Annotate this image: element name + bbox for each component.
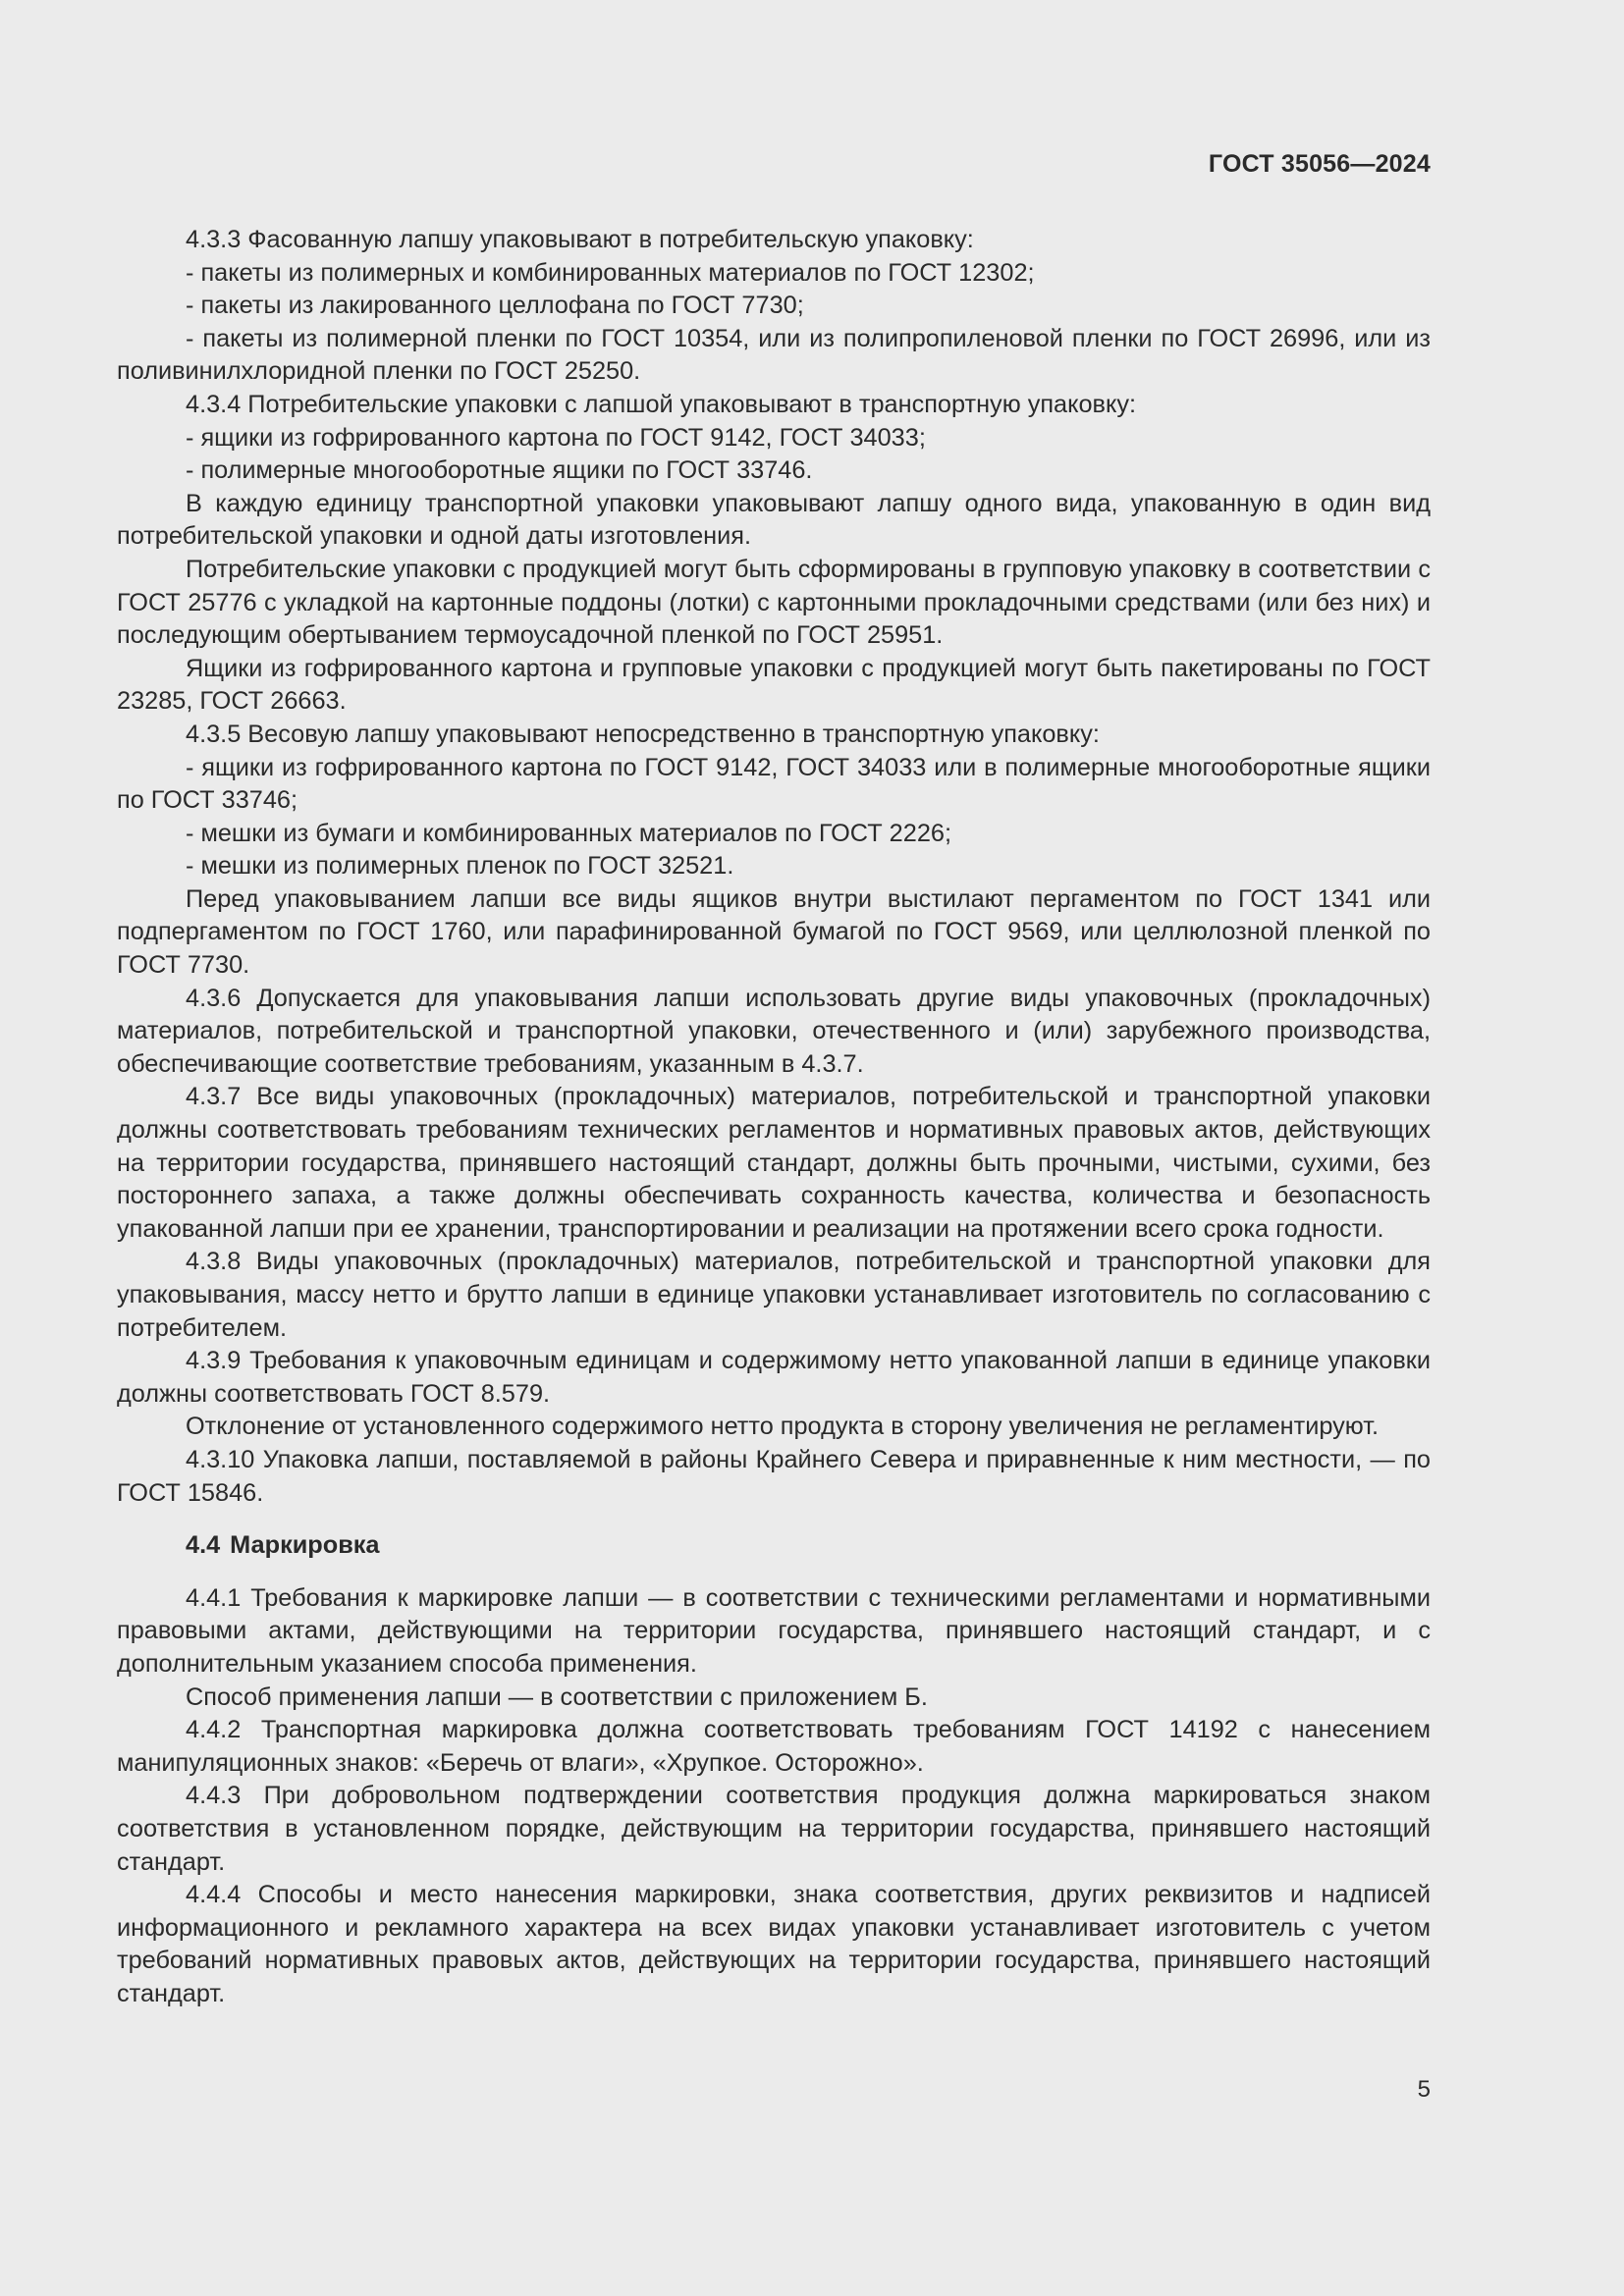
- paragraph-4-3-3: 4.3.3 Фасованную лапшу упаковывают в потребительскую упаковку:: [186, 226, 974, 253]
- paragraph: Отклонение от установленного содержимого нетто продукта в сторону увеличения не регламентируют.: [186, 1413, 1380, 1441]
- paragraph-4-4-2: 4.4.2 Транспортная маркировка должна соответствовать требованиям ГОСТ 14192 с нанесением манипуляционных знаков: «Беречь от влаги», «Хрупкое. Осторожно».: [117, 1716, 1431, 1777]
- list-item: - мешки из бумаги и комбинированных материалов по ГОСТ 2226;: [186, 819, 951, 847]
- paragraph-4-3-5: 4.3.5 Весовую лапшу упаковывают непосредственно в транспортную упаковку:: [186, 720, 1100, 748]
- paragraph-4-4-1: 4.4.1 Требования к маркировке лапши — в соответствии с техническими регламентами и нормативными правовыми актами, действующими на территории государства, принявшего настоящий стандарт, и с дополнительным указанием способа применения.: [117, 1583, 1431, 1678]
- paragraph-4-3-8: 4.3.8 Виды упаковочных (прокладочных) материалов, потребительской и транспортной упаковки для упаковывания, массу нетто и брутто лапши в единице упаковки устанавливает изготовитель по согласованию с потребителем.: [117, 1248, 1431, 1342]
- list-item: - мешки из полимерных пленок по ГОСТ 32521.: [186, 852, 734, 881]
- list-item: - пакеты из лакированного целлофана по ГОСТ 7730;: [186, 292, 804, 320]
- list-item: - полимерные многооборотные ящики по ГОСТ 33746.: [186, 456, 813, 485]
- list-item: - ящики из гофрированного картона по ГОСТ 9142, ГОСТ 34033 или в полимерные многооборотные ящики по ГОСТ 33746;: [117, 753, 1431, 815]
- paragraph-4-3-4: 4.3.4 Потребительские упаковки с лапшой упаковывают в транспортную упаковку:: [186, 390, 1137, 418]
- list-item: - пакеты из полимерных и комбинированных материалов по ГОСТ 12302;: [186, 258, 1035, 287]
- paragraph: Потребительские упаковки с продукцией могут быть сформированы в групповую упаковку в соответствии с ГОСТ 25776 с укладкой на картонные поддоны (лотки) с картонными прокладочными средствами (или без них) и последующим обертыванием термоусадочной пленкой по ГОСТ 25951.: [117, 555, 1431, 650]
- section-title: Маркировка: [230, 1531, 380, 1560]
- list-item: - пакеты из полимерной пленки по ГОСТ 10354, или из полипропиленовой пленки по ГОСТ 26996, или из поливинилхлоридной пленки по ГОСТ 25250.: [117, 324, 1431, 386]
- paragraph: В каждую единицу транспортной упаковки упаковывают лапшу одного вида, упакованную в один вид потребительской упаковки и одной даты изготовления.: [117, 489, 1431, 551]
- standard-number-header: ГОСТ 35056—2024: [1208, 150, 1431, 178]
- paragraph-4-4-4: 4.4.4 Способы и место нанесения маркировки, знака соответствия, других реквизитов и надписей информационного и рекламного характера на всех видах упаковки устанавливает изготовитель с учетом требований нормативных правовых актов, действующих на территории государства, принявшего настоящий стандарт.: [117, 1881, 1431, 2007]
- paragraph-4-3-7: 4.3.7 Все виды упаковочных (прокладочных) материалов, потребительской и транспортной упаковки должны соответствовать требованиям технических регламентов и нормативных правовых актов, действующих на территории государства, принявшего настоящий стандарт, должны быть прочными, чистыми, сухими, без постороннего запаха, а также должны обеспечивать сохранность качества, количества и безопасность упакованной лапши при ее хранении, транспортировании и реализации на протяжении всего срока годности.: [117, 1083, 1431, 1243]
- document-page: [117, 147, 1431, 2110]
- paragraph-4-4-3: 4.4.3 При добровольном подтверждении соответствия продукция должна маркироваться знаком соответствия в установленном порядке, действующим на территории государства, принявшего настоящий стандарт.: [117, 1782, 1431, 1876]
- page-number: 5: [1417, 2076, 1431, 2103]
- paragraph-4-3-6: 4.3.6 Допускается для упаковывания лапши использовать другие виды упаковочных (прокладочных) материалов, потребительской и транспортной упаковки, отечественного и (или) зарубежного производства, обеспечивающие соответствие требованиям, указанным в 4.3.7.: [117, 984, 1431, 1078]
- section-number: 4.4: [186, 1531, 221, 1560]
- paragraph-4-3-9: 4.3.9 Требования к упаковочным единицам и содержимому нетто упакованной лапши в единице упаковки должны соответствовать ГОСТ 8.579.: [117, 1347, 1431, 1408]
- paragraph: Способ применения лапши — в соответствии с приложением Б.: [186, 1682, 928, 1711]
- section-heading-4-4: [186, 1529, 1431, 1563]
- document-body: [117, 224, 1431, 2010]
- list-item: - ящики из гофрированного картона по ГОСТ 9142, ГОСТ 34033;: [186, 423, 926, 452]
- paragraph: Перед упаковыванием лапши все виды ящиков внутри выстилают пергаментом по ГОСТ 1341 или подпергаментом по ГОСТ 1760, или парафинированной бумагой по ГОСТ 9569, или целлюлозной пленкой по ГОСТ 7730.: [117, 884, 1431, 980]
- paragraph: Ящики из гофрированного картона и групповые упаковки с продукцией могут быть пакетированы по ГОСТ 23285, ГОСТ 26663.: [117, 654, 1431, 716]
- paragraph-4-3-10: 4.3.10 Упаковка лапши, поставляемой в районы Крайнего Севера и приравненные к ним местности, — по ГОСТ 15846.: [117, 1445, 1431, 1507]
